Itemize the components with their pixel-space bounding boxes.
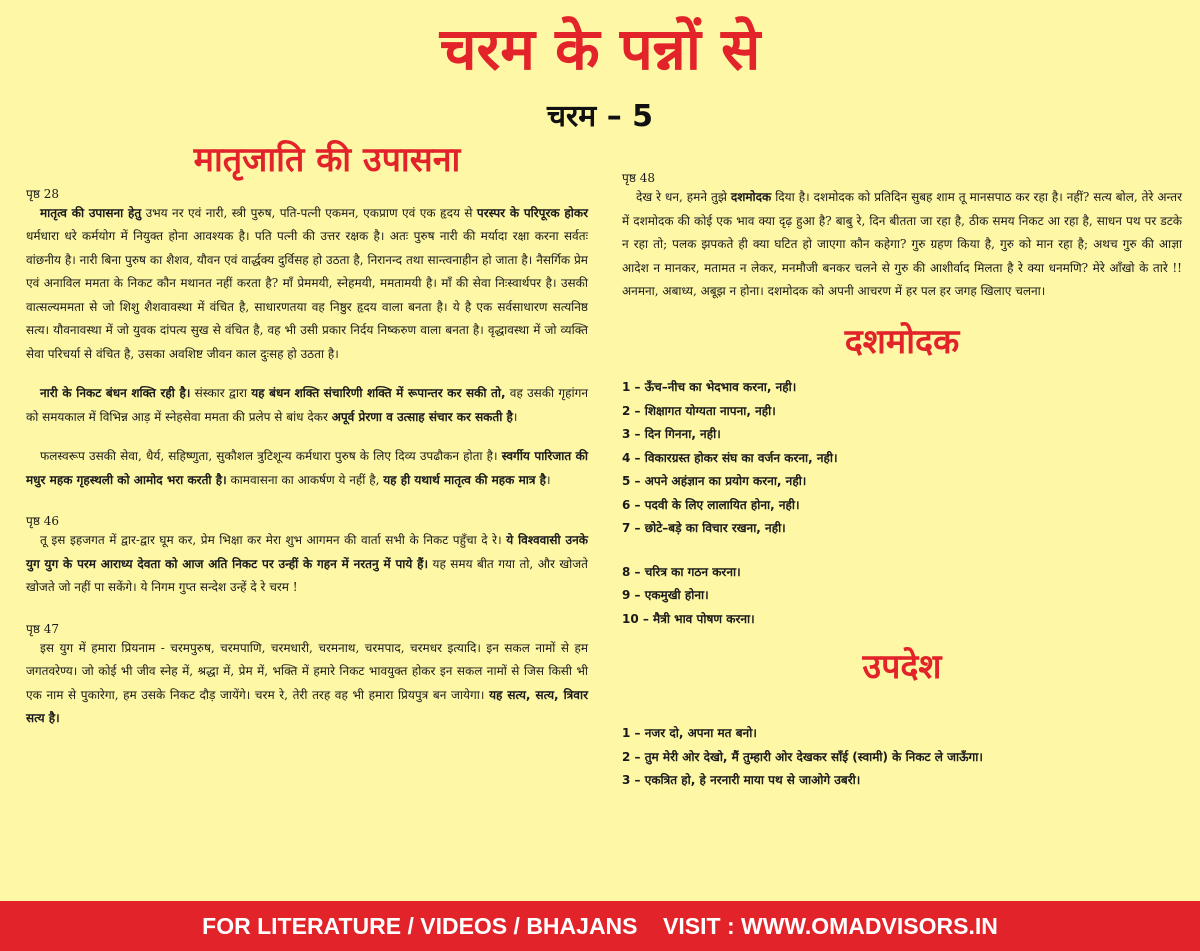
paragraph-28-2: नारी के निकट बंधन शक्ति रही है। संस्कार द्वारा यह बंधन शक्ति संचारिणी शक्ति में रूपान्तर कर सकी तो, वह उसकी गृहांगन को समयकाल में विभिन्न आड़ में स्नेहसेवा ममता की प्रलेप से बांध देकर अपूर्व प्रेरणा व उत्साह संचार कर सकती है।	[26, 386, 589, 424]
page-ref-48: पृष्ठ 48	[622, 171, 655, 185]
section-heading-dashmodak: दशमोदक	[844, 321, 960, 362]
paragraph-46: तू इस इहजगत में द्वार-द्वार घूम कर, प्रेम भिक्षा कर मेरा शुभ आगमन की वार्ता सभी के निकट पहुँचा दे रे। ये विश्ववासी उनके युग युग के परम आराध्य देवता को आज अति निकट पर उन्हीं के गहन में नरतनु में पाये हैं। यह समय बीत गया तो, और खोजते खोजते जो नहीं पा सकेंगे। ये निगम गुप्त सन्देश उन्हें दे रे चरम !	[26, 533, 588, 595]
list-item: 1 – ऊँच–नीच का भेदभाव करना, नही।	[622, 380, 797, 395]
list-item: 5 – अपने अहंज्ञान का प्रयोग करना, नही।	[622, 474, 807, 489]
list-item: 9 – एकमुखी होना।	[622, 588, 709, 603]
left-column	[26, 140, 588, 731]
page-subtitle: चरम – 5	[546, 99, 654, 134]
page-ref-28: पृष्ठ 28	[26, 186, 59, 201]
updesh-list	[622, 722, 1182, 793]
list-item: 1 – नजर दो, अपना मत बनो।	[622, 726, 757, 741]
paragraph-28-3: फलस्वरूप उसकी सेवा, धैर्य, सहिष्णुता, सुकौशल त्रुटिशून्य कर्मधारा पुरुष के लिए दिव्य उपढौकन होता है। स्वर्गीय पारिजात की मधुर महक गृहस्थली को आमोद भरा करती है। कामवासना का आकर्षण ये नहीं है, यह ही यथार्थ मातृत्व की महक मात्र है।	[26, 449, 588, 487]
list-item: 4 – विकारग्रस्त होकर संघ का वर्जन करना, नही।	[622, 450, 838, 465]
list-item: 2 – शिक्षागत योग्यता नापना, नही।	[622, 403, 776, 418]
list-item: 10 – मैत्री भाव पोषण करना।	[622, 611, 755, 626]
list-item: 3 – दिन गिनना, नही।	[622, 427, 721, 442]
page-ref-46: पृष्ठ 46	[26, 514, 59, 529]
right-column	[622, 165, 1182, 793]
page-title: चरम के पन्नों से	[439, 15, 761, 83]
paragraph-28-1: मातृत्व की उपासना हेतु उभय नर एवं नारी, स्त्री पुरुष, पति-पत्नी एकमन, एकप्राण एवं एक हृदय से परस्पर के परिपूरक होकर धर्मधारा धरे कर्मयोग में नियुक्त होना आवश्यक है। पति पत्नी की उत्तर रक्षक है। अतः पुरुष नारी की मर्यादा रक्षा करना सर्वतः वांछनीय है। नारी बिना पुरुष का शैशव, यौवन एवं वार्द्धक्य दुर्विसह हो उठता है, निरानन्द तथा सान्त्वनाहीन हो जाता है। नैसर्गिक प्रेम एवं अनाविल ममता के निकट कौन मथानत नहीं करता है? माँ प्रेममयी, स्नेहमयी, ममतामयी है। माँ की सेवा निःस्वार्थपर है। उसकी वात्सल्यममता से जो शिशु शैशवावस्था में वंचित है, साधारणतया वह निष्ठुर हृदय वाला बनता है। ये है एक सर्वसाधारण सत्यनिष्ठ सत्य। यौवनावस्था में जो युवक दांपत्य सुख से वंचित है, वह भी उसी प्रकार निर्दय निष्करुण वाला बनता है। वृद्धावस्था में जो व्यक्ति सेवा परिचर्या से वंचित है, उसका अवशिष्ट जीवन काल दुःसह हो उठता है।	[26, 205, 588, 361]
paragraph-48: देख रे धन, हमने तुझे दशमोदक दिया है। दशमोदक को प्रतिदिन सुबह शाम तू मानसपाठ कर रहा है। नहीं? सत्य बोल, तेरे अन्तर में दशमोदक की कोई एक भाव क्या दृढ़ हुआ है? बाबु रे, दिन बीतता जा रहा है, ठीक समय निकट आ रहा है, साधन पथ पर डटके न रहा तो; पलक झपकते ही क्या घटित हो जाएगा कौन कहेगा? गुरु ग्रहण किया है, गुरु को मान रहा है; अथच गुरु की आज्ञा आदेश न मानकर, मतामत न लेकर, मनमौजी बनकर चलने से गुरु की आशीर्वाद मिलता है रे क्या धनमणि? मेरे आँखो के तारे !! अनमना, अबाध्य, अबूझ न होना। दशमोदक को अपनी आचरण में हर पल हर जगह खिलाए चलना।	[622, 190, 1182, 298]
section-heading-updesh: उपदेश	[862, 647, 942, 688]
list-item: 6 – पदवी के लिए लालायित होना, नही।	[622, 497, 800, 512]
list-item: 8 – चरित्र का गठन करना।	[622, 564, 741, 579]
dashmodak-list	[622, 376, 1182, 631]
list-item: 2 – तुम मेरी ओर देखो, मैं तुम्हारी ओर देखकर साँई (स्वामी) के निकट ले जाऊँगा।	[622, 749, 983, 764]
page-ref-47: पृष्ठ 47	[26, 621, 59, 636]
section-heading-matrijati: मातृजाति की उपासना	[193, 140, 461, 180]
footer-banner[interactable]: FOR LITERATURE / VIDEOS / BHAJANS VISIT : WWW.OMADVISORS.IN	[0, 901, 1200, 951]
list-item: 7 – छोटे–बड़े का विचार रखना, नही।	[622, 521, 786, 536]
list-item: 3 – एकत्रित हो, हे नरनारी माया पथ से जाओगे उबरी।	[622, 773, 861, 788]
paragraph-47: इस युग में हमारा प्रियनाम - चरमपुरुष, चरमपाणि, चरमधारी, चरमनाथ, चरमपाद, चरमधर इत्यादि। इन सकल नामों से हम जगतवरेण्य। जो कोई भी जीव स्नेह में, श्रद्धा में, प्रेम में, भक्ति में हमारे निकट भावयुक्त होकर इन सकल नामों से जिस किसी भी एक नाम से पुकारेगा, हम उसके निकट दौड़ जायेंगे। चरम रे, तेरी तरह वह भी हमारा प्रियपुत्र बन जायेगा। यह सत्य, सत्य, त्रिवार सत्य है।	[26, 640, 588, 726]
